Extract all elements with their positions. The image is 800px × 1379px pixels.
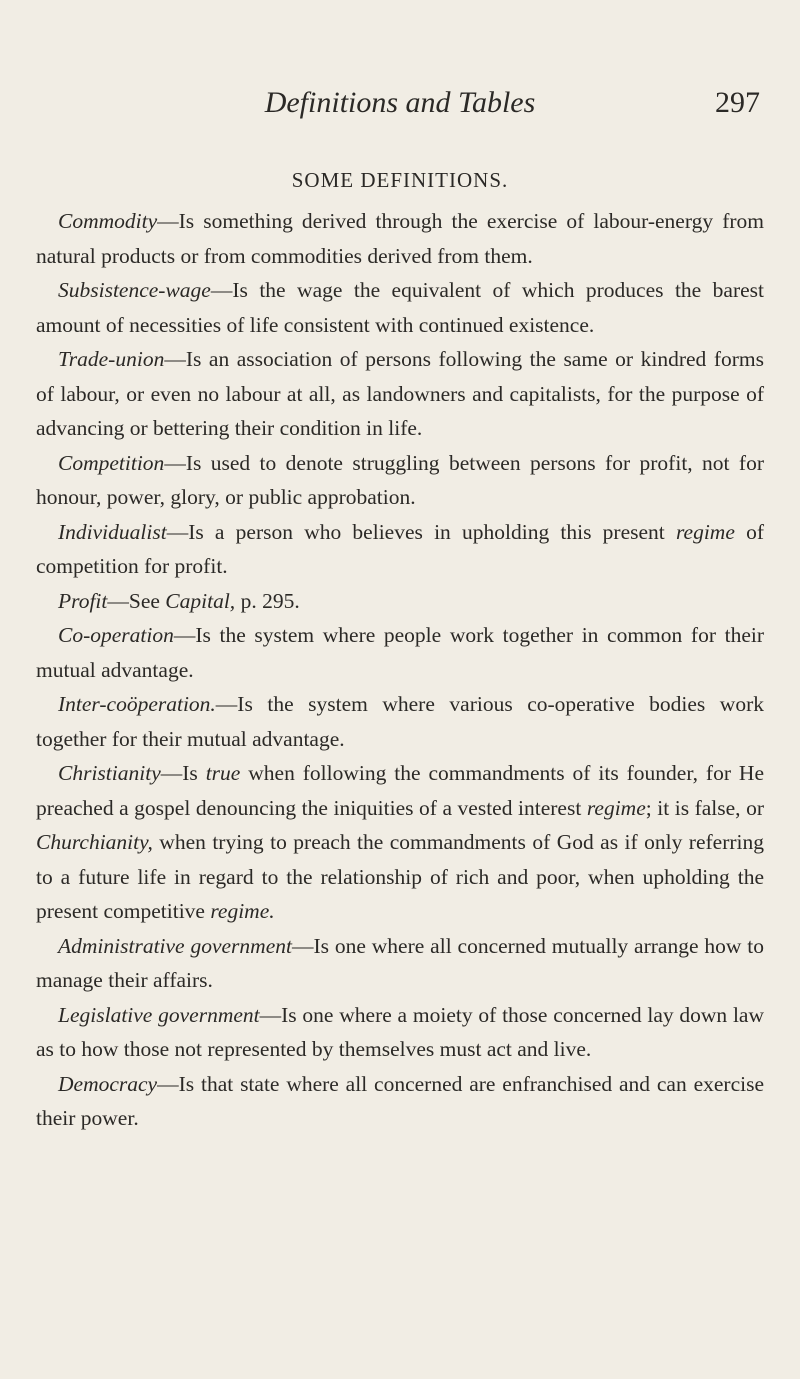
definition-text: —Is that state where all concerned are enfranchised and can exercise their power. (36, 1071, 764, 1130)
definition-text: p. 295. (235, 588, 300, 613)
definition-profit (36, 584, 764, 619)
definition-legislative-government (36, 998, 764, 1067)
emphasis: regime (675, 519, 735, 544)
definition-trade-union (36, 342, 764, 446)
definition-individualist (36, 515, 764, 584)
definition-text: —Is one where all concerned mutually arrange how to manage their affairs. (36, 933, 764, 992)
definition-text: —Is one where a moiety of those concerned lay down law as to how those not represented by themselves must act and live. (36, 1002, 764, 1061)
emphasis: true (205, 761, 241, 785)
definition-text: —Is the system where various co-operative bodies work together for their mutual advantage. (36, 692, 764, 751)
term: Competition (58, 450, 165, 475)
term: Democracy (58, 1071, 158, 1096)
emphasis: Churchianity, (36, 830, 153, 854)
definition-text: —Is (160, 761, 206, 785)
definition-text: —Is the system where people work together in common for their mutual advantage. (36, 623, 764, 682)
emphasis: regime (586, 795, 646, 820)
term: Co-operation (58, 623, 174, 647)
definition-christianity (36, 756, 764, 929)
definition-text: —Is a person who believes in upholding this present (166, 519, 676, 544)
definition-democracy (36, 1067, 764, 1136)
term: Subsistence-wage (58, 278, 211, 302)
section-heading: SOME DEFINITIONS. (291, 168, 509, 192)
definition-subsistence-wage (36, 273, 764, 342)
definition-text: of competition for profit. (36, 519, 764, 578)
running-head (0, 86, 800, 126)
term: Legislative government (58, 1002, 260, 1027)
definition-text: —Is the wage the equivalent of which produces the barest amount of necessities of life consistent with continued existence. (36, 278, 764, 337)
definitions-list (36, 204, 764, 1136)
term: Inter-coöperation. (58, 692, 216, 716)
term: Christianity (58, 761, 161, 785)
term: Trade-union (58, 347, 165, 371)
term: Commodity (58, 209, 158, 233)
definition-text: when trying to preach the commandments of God as if only referring to a future life in regard to the relationship of rich and poor, when upholding the present competitive (36, 830, 764, 923)
definition-co-operation (36, 618, 764, 687)
definition-competition (36, 446, 764, 515)
definition-text: —Is used to denote struggling between persons for profit, not for honour, power, glory, or public approbation. (36, 450, 764, 509)
definition-inter-cooperation (36, 687, 764, 756)
term: Administrative government (58, 933, 292, 958)
emphasis: regime. (210, 899, 275, 923)
definition-text: ; it is false, or (645, 795, 764, 820)
definition-text: —Is something derived through the exercise of labour-energy from natural products or from commodities derived from them. (36, 209, 764, 268)
definition-text: —See (107, 588, 166, 613)
definition-administrative-government (36, 929, 764, 998)
page-number: 297 (715, 86, 760, 119)
emphasis: Capital, (165, 588, 236, 613)
definition-commodity (36, 204, 764, 273)
term: Individualist (58, 519, 167, 544)
definition-text: —Is an association of persons following the same or kindred forms of labour, or even no labour at all, as landowners and capitalists, for the purpose of advancing or bettering their condition in life. (36, 347, 764, 440)
definition-text: when following the commandments of its founder, for He preached a gospel denouncing the iniquities of a vested interest (36, 761, 765, 820)
term: Profit (58, 588, 108, 613)
running-title: Definitions and Tables (264, 86, 536, 119)
